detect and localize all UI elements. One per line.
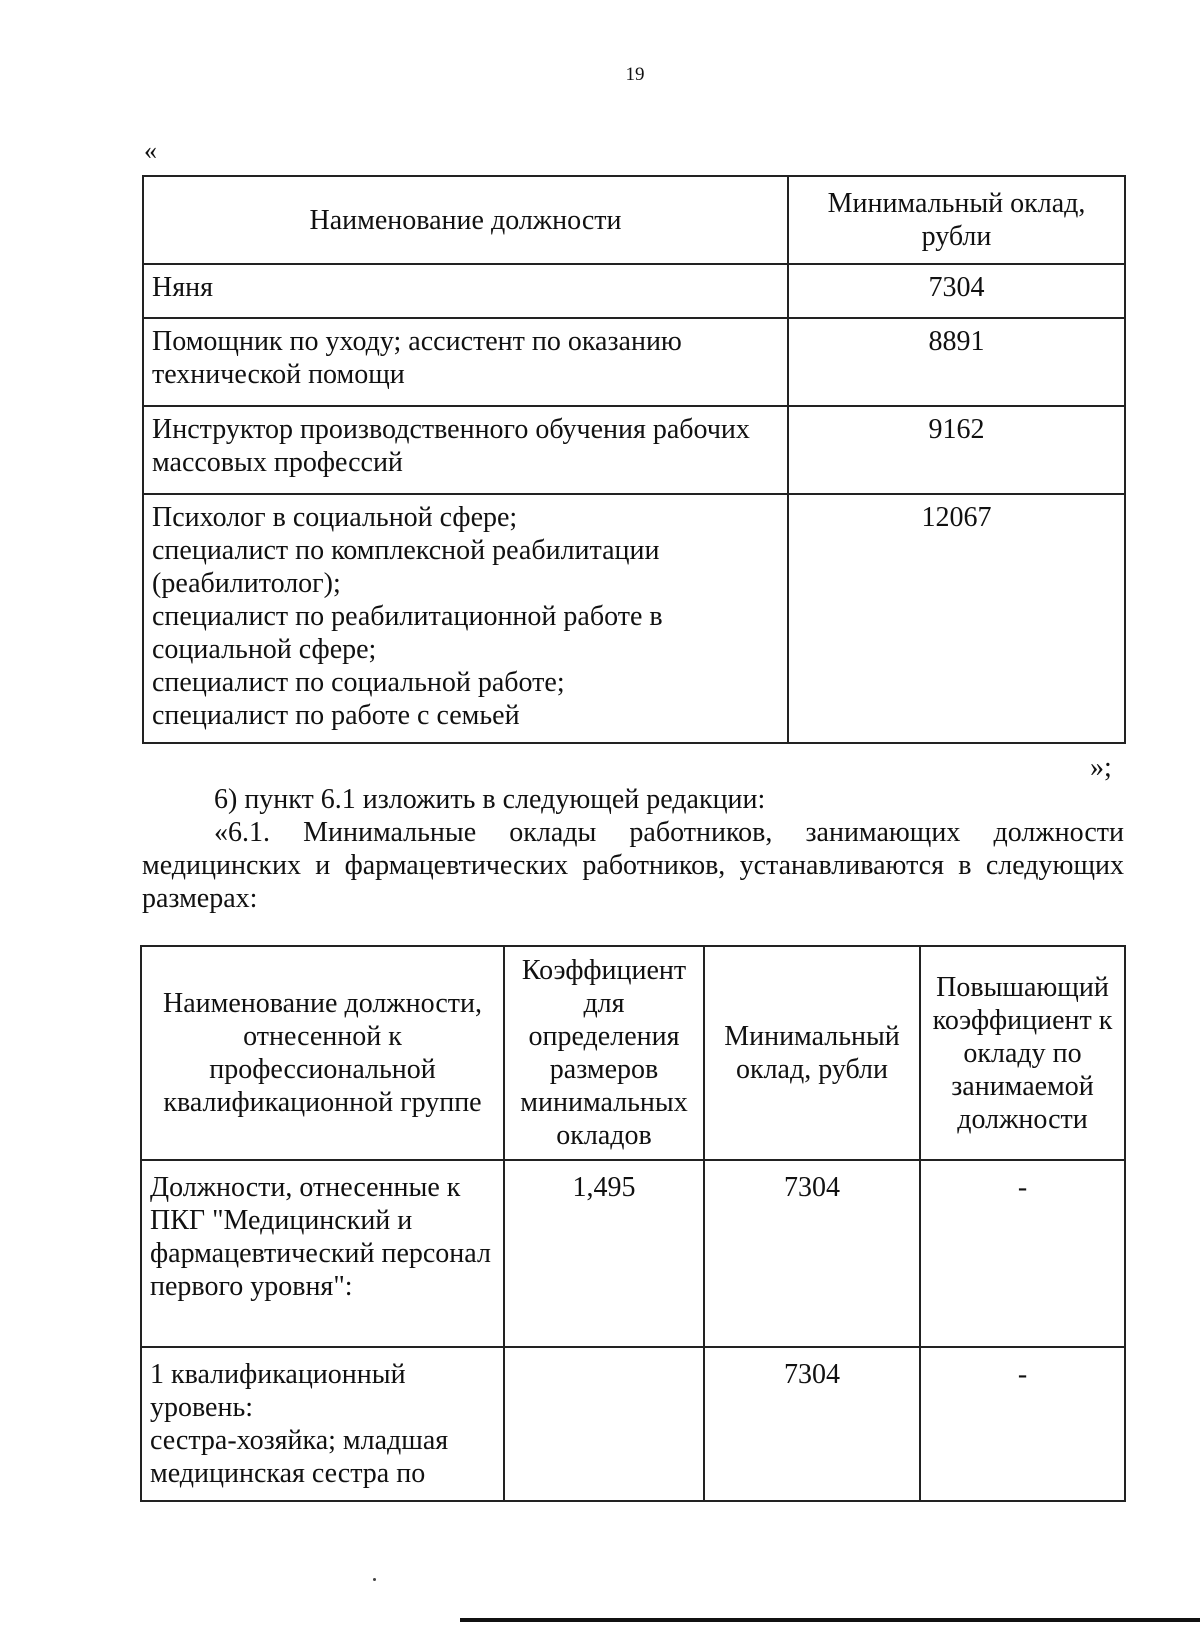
salary-cell: 8891 [788, 318, 1125, 406]
header-coefficient: Коэффициент для определения размеров минимальных окладов [504, 946, 704, 1160]
page-number: 19 [625, 64, 645, 85]
position-name-cell: Помощник по уходу; ассистент по оказанию технической помощи [143, 318, 788, 406]
position-name-cell: Инструктор производственного обучения рабочих массовых профессий [143, 406, 788, 494]
position-name-cell: Психолог в социальной сфере; специалист по комплексной реабилитации (реабилитолог); специалист по реабилитационной работе в социальной сфере; специалист по социальной работе; специалист по работе с семьей [143, 494, 788, 743]
header-min-salary: Минимальный оклад, рубли [704, 946, 920, 1160]
salary-cell: 12067 [788, 494, 1125, 743]
position-name-cell: Няня [143, 264, 788, 318]
raise-coefficient-cell: - [920, 1347, 1125, 1501]
table-row [141, 1160, 1125, 1347]
coefficient-cell: 1,495 [504, 1160, 704, 1347]
salary-table-social [142, 175, 1126, 744]
salary-cell: 7304 [788, 264, 1125, 318]
salary-cell: 7304 [704, 1347, 920, 1501]
header-raise-coefficient: Повышающий коэффициент к окладу по занимаемой должности [920, 946, 1125, 1160]
table-row [143, 494, 1125, 743]
header-position-name: Наименование должности [143, 176, 788, 264]
scan-speck [373, 1578, 376, 1581]
table-header-row [141, 946, 1125, 1160]
table-row [143, 264, 1125, 318]
table-row [141, 1347, 1125, 1501]
position-name-cell: Должности, отнесенные к ПКГ "Медицинский и фармацевтический персонал первого уровня": [141, 1160, 504, 1347]
open-quote-mark: « [144, 136, 157, 165]
position-name-cell: 1 квалификационный уровень: сестра-хозяйка; младшая медицинская сестра по [141, 1347, 504, 1501]
header-position-group: Наименование должности, отнесенной к профессиональной квалификационной группе [141, 946, 504, 1160]
table-header-row [143, 176, 1125, 264]
table-row [143, 406, 1125, 494]
close-quote-mark: »; [1090, 752, 1112, 783]
salary-cell: 9162 [788, 406, 1125, 494]
table-row [143, 318, 1125, 406]
scan-edge-line [460, 1618, 1200, 1622]
salary-table-medical [140, 945, 1126, 1502]
raise-coefficient-cell: - [920, 1160, 1125, 1347]
salary-cell: 7304 [704, 1160, 920, 1347]
amendment-paragraph: 6) пункт 6.1 изложить в следующей редакции: [214, 784, 766, 815]
clause-6-1-paragraph: «6.1. Минимальные оклады работников, занимающих должности медицинских и фармацевтических работников, устанавливаются в следующих размерах: [142, 817, 1124, 914]
header-min-salary: Минимальный оклад, рубли [788, 176, 1125, 264]
coefficient-cell [504, 1347, 704, 1501]
